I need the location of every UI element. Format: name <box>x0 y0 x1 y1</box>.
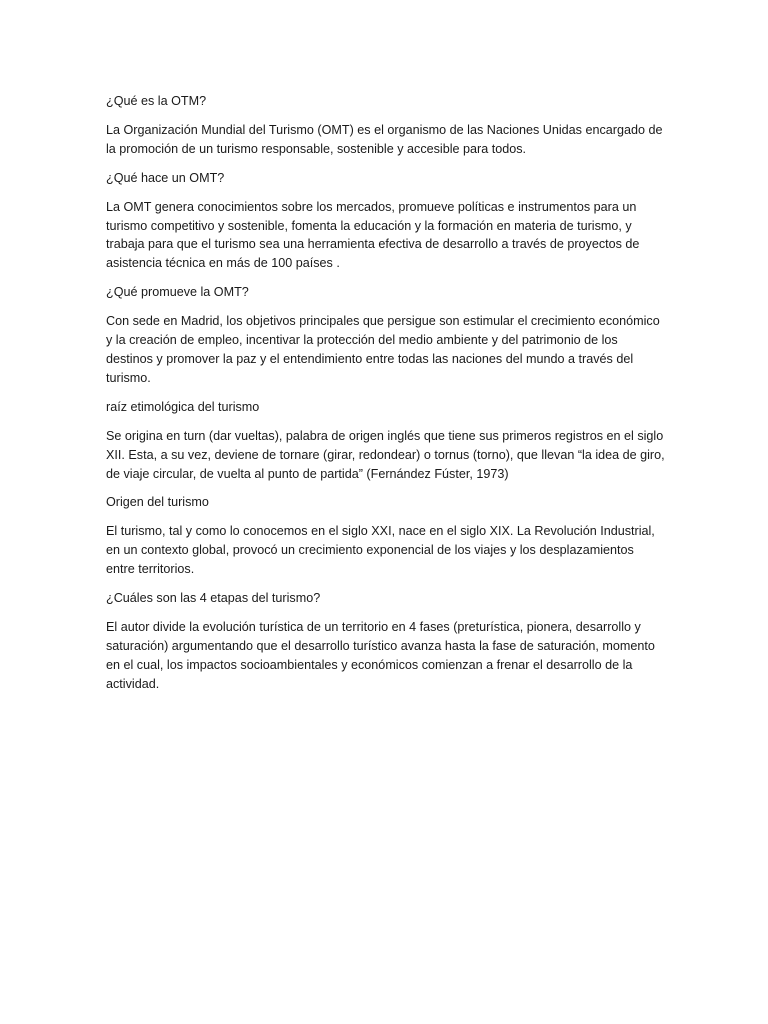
section-heading-que-promueve-omt: ¿Qué promueve la OMT? <box>106 285 249 300</box>
section-body-que-promueve-omt: Con sede en Madrid, los objetivos principales que persigue son estimular el crecimiento económico y la creación de empleo, incentivar la protección del medio ambiente y del patrimonio de los destinos y promover la paz y el entendimiento entre todas las naciones del mundo a través del turismo. <box>106 314 660 385</box>
section-body-raiz-etimologica: Se origina en turn (dar vueltas), palabra de origen inglés que tiene sus primeros registros en el siglo XII. Esta, a su vez, deviene de tornare (girar, redondear) o tornus (torno), que llevan “la idea de giro, de viaje circular, de vuelta al punto de partida” (Fernández Fúster, 1973) <box>106 428 665 481</box>
section-heading-que-hace-omt: ¿Qué hace un OMT? <box>106 170 225 185</box>
document-content <box>106 92 666 704</box>
section-body-que-hace-omt: La OMT genera conocimientos sobre los mercados, promueve políticas e instrumentos para un turismo competitivo y sostenible, fomenta la educación y la formación en materia de turismo, y trabaja para que el turismo sea una herramienta efectiva de desarrollo a través de proyectos de asistencia técnica en más de 100 países . <box>106 199 640 271</box>
section-heading-raiz-etimologica: raíz etimológica del turismo <box>106 399 260 414</box>
section-body-que-es-otm: La Organización Mundial del Turismo (OMT) es el organismo de las Naciones Unidas encargado de la promoción de un turismo responsable, sostenible y accesible para todos. <box>106 122 663 156</box>
section-heading-etapas-turismo: ¿Cuáles son las 4 etapas del turismo? <box>106 591 321 606</box>
section-body-origen-turismo: El turismo, tal y como lo conocemos en el siglo XXI, nace en el siglo XIX. La Revolución Industrial, en un contexto global, provocó un crecimiento exponencial de los viajes y los desplazamientos entre territorios. <box>106 524 655 577</box>
section-heading-origen-turismo: Origen del turismo <box>106 495 209 510</box>
section-body-etapas-turismo: El autor divide la evolución turística de un territorio en 4 fases (preturística, pionera, desarrollo y saturación) argumentando que el desarrollo turístico avanza hasta la fase de saturación, momento en el cual, los impactos socioambientales y económicos comienzan a frenar el desarrollo de la actividad. <box>106 619 655 691</box>
section-heading-que-es-otm: ¿Qué es la OTM? <box>106 94 207 108</box>
